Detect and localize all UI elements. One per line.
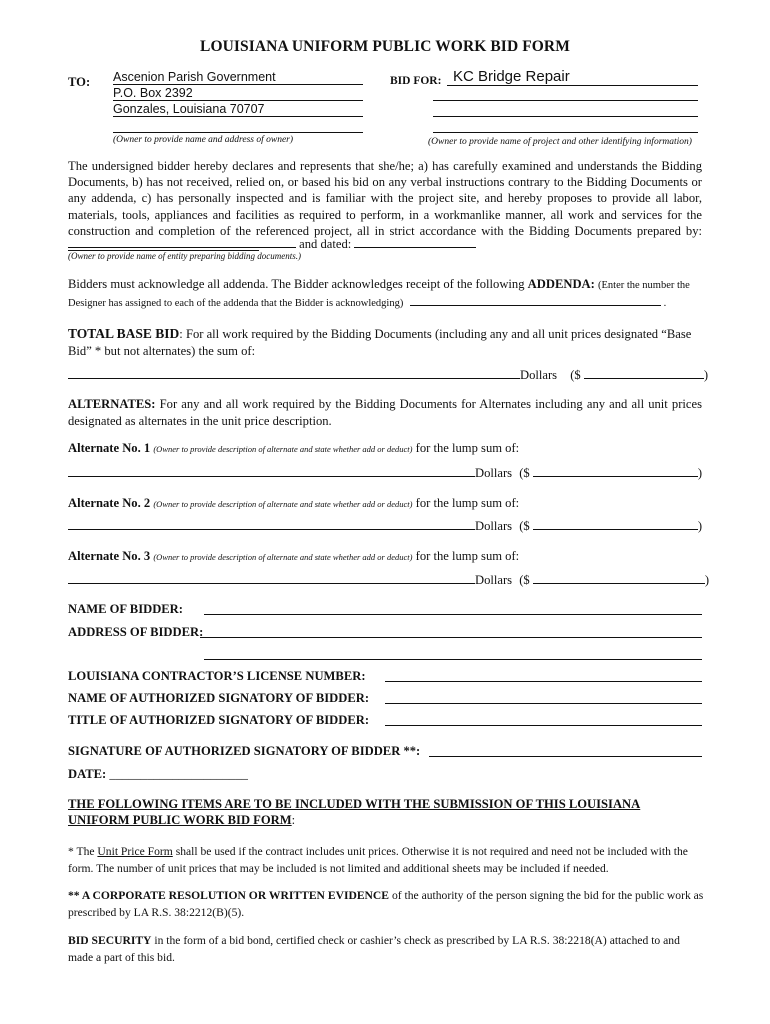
alternate-1-words-field[interactable] bbox=[68, 466, 475, 477]
project-info-block bbox=[447, 70, 698, 86]
unit-price-text: shall be used if the contract includes unit prices. Otherwise it is not required and need not be included with the form. The number of unit prices that may be included is not limited and additional sheets may be included if needed. bbox=[68, 845, 688, 875]
alternate-2-dollars: Dollars bbox=[475, 519, 513, 533]
base-bid-label: TOTAL BASE BID bbox=[68, 326, 180, 341]
alternate-3-label: Alternate No. 3 bbox=[68, 549, 151, 563]
base-bid-amount-row bbox=[68, 367, 708, 384]
declaration-body: The undersigned bidder hereby declares and represents that she/he; a) has carefully examined and understands the Bidding Documents, b) has not received, relied on, or based his bid on any verbal instructions contrary to the Bidding Documents or any addenda, c) has personally inspected and is familiar with the project site, and hereby proposes to provide all labor, materials, tools, appliances and facilities as required to perform, in a workmanlike manner, all work and services for the construction and completion of the referenced project, all in strict accordance with the Bidding Documents prepared by: bbox=[68, 159, 702, 238]
dated-field[interactable] bbox=[354, 237, 476, 248]
alternate-3-tail: for the lump sum of: bbox=[415, 549, 520, 563]
alternate-3-close: ) bbox=[704, 573, 710, 587]
bid-for-label: BID FOR: bbox=[390, 75, 442, 87]
alternates-text bbox=[68, 396, 702, 429]
corporate-paragraph bbox=[68, 888, 704, 921]
signatory-title-label: TITLE OF AUTHORIZED SIGNATORY OF BIDDER: bbox=[68, 713, 370, 727]
alternate-2-note: (Owner to provide description of alternate and state whether add or deduct) bbox=[153, 499, 413, 509]
bid-security-label: BID SECURITY bbox=[68, 934, 152, 947]
addenda-text-c: Designer has assigned to each of the addenda that the Bidder is acknowledging) bbox=[68, 298, 404, 309]
alternate-3-row bbox=[68, 548, 519, 566]
alternate-2-close: ) bbox=[697, 519, 703, 533]
date-field[interactable]: ______________________ bbox=[109, 767, 248, 781]
unit-price-star: * The bbox=[68, 845, 95, 858]
alternate-3-amount-field[interactable] bbox=[533, 573, 705, 584]
alternate-2-label: Alternate No. 2 bbox=[68, 496, 151, 510]
alternate-1-tail: for the lump sum of: bbox=[415, 441, 520, 455]
addenda-field[interactable] bbox=[410, 296, 661, 306]
alternate-2-open: ($ bbox=[519, 519, 530, 533]
owner-note: (Owner to provide name and address of owner) bbox=[113, 135, 294, 145]
owner-line-3[interactable]: Gonzales, Louisiana 70707 bbox=[113, 102, 363, 117]
project-line-4[interactable] bbox=[433, 118, 698, 133]
dated-label: and dated: bbox=[299, 237, 352, 251]
alternate-1-dollars: Dollars bbox=[475, 466, 513, 480]
alternate-1-amount-row bbox=[68, 465, 708, 482]
owner-address-block bbox=[113, 70, 363, 145]
alternate-2-row bbox=[68, 495, 519, 513]
page-title: LOUISIANA UNIFORM PUBLIC WORK BID FORM bbox=[200, 38, 570, 55]
addenda-row-2 bbox=[68, 296, 708, 309]
preparer-field-b[interactable] bbox=[68, 237, 296, 248]
bidder-name-field[interactable] bbox=[204, 601, 702, 615]
submission-heading bbox=[68, 796, 708, 828]
signatory-name-label: NAME OF AUTHORIZED SIGNATORY OF BIDDER: bbox=[68, 691, 370, 705]
bid-security-paragraph bbox=[68, 933, 704, 966]
corporate-label: ** A CORPORATE RESOLUTION OR WRITTEN EVIDENCE bbox=[68, 889, 390, 902]
bidder-address-field-2[interactable] bbox=[204, 646, 702, 660]
base-bid-words-field[interactable] bbox=[68, 368, 520, 379]
base-bid-amount-field[interactable] bbox=[584, 368, 704, 379]
unit-price-form-link[interactable]: Unit Price Form bbox=[97, 845, 173, 858]
license-label: LOUISIANA CONTRACTOR’S LICENSE NUMBER: bbox=[68, 669, 366, 683]
alternate-2-tail: for the lump sum of: bbox=[415, 496, 520, 510]
date-label: DATE: bbox=[68, 767, 107, 781]
project-name-field[interactable]: KC Bridge Repair bbox=[447, 70, 698, 86]
project-line-2[interactable] bbox=[433, 86, 698, 101]
alternate-3-dollars: Dollars bbox=[475, 573, 513, 587]
alternate-1-row bbox=[68, 440, 519, 458]
alternate-2-words-field[interactable] bbox=[68, 519, 475, 530]
submission-heading-a: THE FOLLOWING ITEMS ARE TO BE INCLUDED WITH THE SUBMISSION OF THIS LOUISIANA bbox=[68, 797, 641, 811]
unit-price-paragraph bbox=[68, 844, 696, 877]
signatory-title-field[interactable] bbox=[385, 713, 702, 726]
base-bid-body: : For all work required by the Bidding Documents (including any and all unit prices designated “Base Bid” * but not alternates) the sum of: bbox=[68, 327, 692, 358]
signatory-name-field[interactable] bbox=[385, 691, 702, 704]
addenda-text-a: Bidders must acknowledge all addenda. The Bidder acknowledges receipt of the following bbox=[68, 277, 525, 291]
alternate-1-note: (Owner to provide description of alternate and state whether add or deduct) bbox=[153, 444, 413, 454]
base-bid-close: ) bbox=[703, 368, 709, 382]
project-line-3[interactable] bbox=[433, 102, 698, 117]
bid-security-text: in the form of a bid bond, certified check or cashier’s check as prescribed by LA R.S. 38:2218(A) attached to and made a part of this bid. bbox=[68, 934, 680, 964]
alternate-1-amount-field[interactable] bbox=[533, 466, 698, 477]
alternate-3-note: (Owner to provide description of alternate and state whether add or deduct) bbox=[153, 552, 413, 562]
alternate-3-open: ($ bbox=[519, 573, 530, 587]
bidder-name-label: NAME OF BIDDER: bbox=[68, 602, 183, 616]
addenda-label: ADDENDA: bbox=[527, 277, 595, 291]
submission-heading-b: UNIFORM PUBLIC WORK BID FORM bbox=[68, 813, 292, 827]
date-row bbox=[68, 766, 248, 783]
signature-field[interactable] bbox=[429, 744, 702, 757]
bidder-address-field-1[interactable] bbox=[200, 624, 702, 638]
license-field[interactable] bbox=[385, 669, 702, 682]
alternate-3-words-field[interactable] bbox=[68, 573, 475, 584]
alternate-2-amount-row bbox=[68, 518, 708, 535]
alternate-3-amount-row bbox=[68, 572, 708, 589]
owner-line-4[interactable] bbox=[113, 118, 363, 133]
base-bid-dollars: Dollars bbox=[520, 368, 558, 382]
preparer-note: (Owner to provide name of entity preparing bidding documents.) bbox=[68, 251, 302, 261]
submission-heading-colon: : bbox=[291, 813, 296, 827]
owner-line-1[interactable]: Ascenion Parish Government bbox=[113, 70, 363, 85]
signature-label: SIGNATURE OF AUTHORIZED SIGNATORY OF BIDDER **: bbox=[68, 744, 421, 758]
alternate-1-open: ($ bbox=[519, 466, 530, 480]
alternate-1-label: Alternate No. 1 bbox=[68, 441, 151, 455]
base-bid-open: ($ bbox=[570, 368, 581, 382]
to-label: TO: bbox=[68, 75, 91, 89]
addenda-text-b: (Enter the number the bbox=[598, 280, 690, 291]
addenda-end: . bbox=[663, 298, 667, 309]
addenda-row-1 bbox=[68, 276, 708, 295]
alternates-body: For any and all work required by the Bidding Documents for Alternates including any and all unit prices designated as alternates in the unit price description. bbox=[68, 397, 702, 428]
alternates-label: ALTERNATES: bbox=[68, 397, 156, 411]
alternate-1-close: ) bbox=[697, 466, 703, 480]
alternate-2-amount-field[interactable] bbox=[533, 519, 698, 530]
project-note: (Owner to provide name of project and other identifying information) bbox=[428, 137, 692, 147]
project-extra-lines bbox=[433, 86, 698, 133]
corporate-text: of the authority of the person signing the bid for the public work as prescribed by LA R.S. 38:2212(B)(5). bbox=[68, 889, 704, 919]
bidder-address-label: ADDRESS OF BIDDER: bbox=[68, 625, 204, 639]
base-bid-text bbox=[68, 326, 704, 359]
owner-line-2[interactable]: P.O. Box 2392 bbox=[113, 86, 363, 101]
